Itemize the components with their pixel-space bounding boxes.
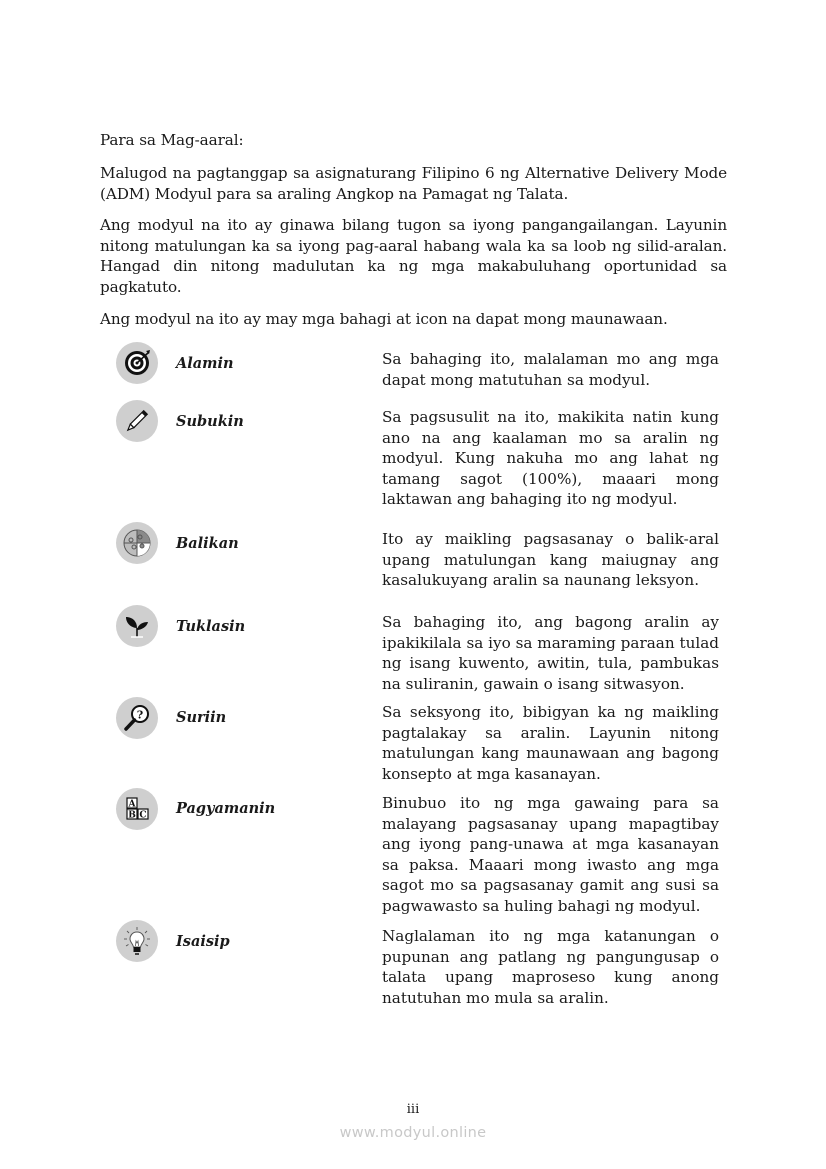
greeting: Para sa Mag-aaral:	[100, 131, 244, 149]
sprout-icon	[116, 605, 158, 647]
svg-text:B: B	[128, 810, 136, 821]
section-label: Suriin	[176, 709, 227, 726]
watermark: www.modyul.online	[339, 1125, 487, 1141]
section-description: Sa pagsusulit na ito, makikita natin kung ano na ang kaalaman mo sa aralin ng modyul. Kung nakuha mo ang lahat ng tamang sagot (100%), maaari mong laktawan ang bahaging ito ng modyul.	[382, 408, 719, 509]
intro-parts-paragraph: Ang modyul na ito ay may mga bahagi at icon na dapat mong maunawaan.	[100, 310, 668, 328]
section-label: Balikan	[176, 535, 239, 552]
section-label: Subukin	[176, 413, 244, 430]
lightbulb-icon	[116, 920, 158, 962]
section-description: Sa bahaging ito, malalaman mo ang mga dapat mong matutuhan sa modyul.	[382, 350, 719, 389]
purpose-paragraph: Ang modyul na ito ay ginawa bilang tugon sa iyong pangangailangan. Layunin nitong matulungan ka sa iyong pag-aaral habang wala ka sa loob ng silid-aralan. Hangad din nitong madulutan ka ng mga makabuluhang oportunidad sa pagkatuto.	[100, 216, 727, 296]
svg-text:?: ?	[136, 708, 144, 722]
section-description: Sa seksyong ito, bibigyan ka ng maikling pagtalakay sa aralin. Layunin nitong matulungan kang maunawaan ang bagong konsepto at mga kasanayan.	[382, 703, 719, 783]
section-label: Tuklasin	[176, 618, 246, 635]
svg-text:A: A	[128, 799, 136, 810]
target-icon	[116, 342, 158, 384]
abc-blocks-icon	[116, 788, 158, 830]
section-label: Isaisip	[176, 933, 230, 950]
page-number: iii	[406, 1102, 420, 1117]
section-label: Pagyamanin	[176, 800, 276, 817]
section-description: Sa bahaging ito, ang bagong aralin ay ipakikilala sa iyo sa maraming paraan tulad ng isang kuwento, awitin, tula, pambukas na suliranin, gawain o isang sitwasyon.	[382, 613, 719, 693]
welcome-paragraph: Malugod na pagtanggap sa asignaturang Filipino 6 ng Alternative Delivery Mode (ADM) Modyul para sa araling Angkop na Pamagat ng Talata.	[100, 164, 727, 203]
pencil-icon	[116, 400, 158, 442]
puzzle-icon	[116, 522, 158, 564]
section-description: Binubuo ito ng mga gawaing para sa malayang pagsasanay upang mapagtibay ang iyong pang-unawa at mga kasanayan sa paksa. Maaari mong iwasto ang mga sagot mo sa pagsasanay gamit ang susi sa pagwawasto sa huling bahagi ng modyul.	[382, 794, 719, 915]
svg-text:C: C	[139, 810, 147, 821]
section-description: Naglalaman ito ng mga katanungan o pupunan ang patlang ng pangungusap o talata upang maproseso kung anong natutuhan mo mula sa aralin.	[382, 927, 719, 1007]
section-description: Ito ay maikling pagsasanay o balik-aral upang matulungan kang maiugnay ang kasalukuyang aralin sa naunang leksyon.	[382, 530, 719, 590]
section-label: Alamin	[176, 355, 234, 372]
magnifier-question-icon	[116, 697, 158, 739]
